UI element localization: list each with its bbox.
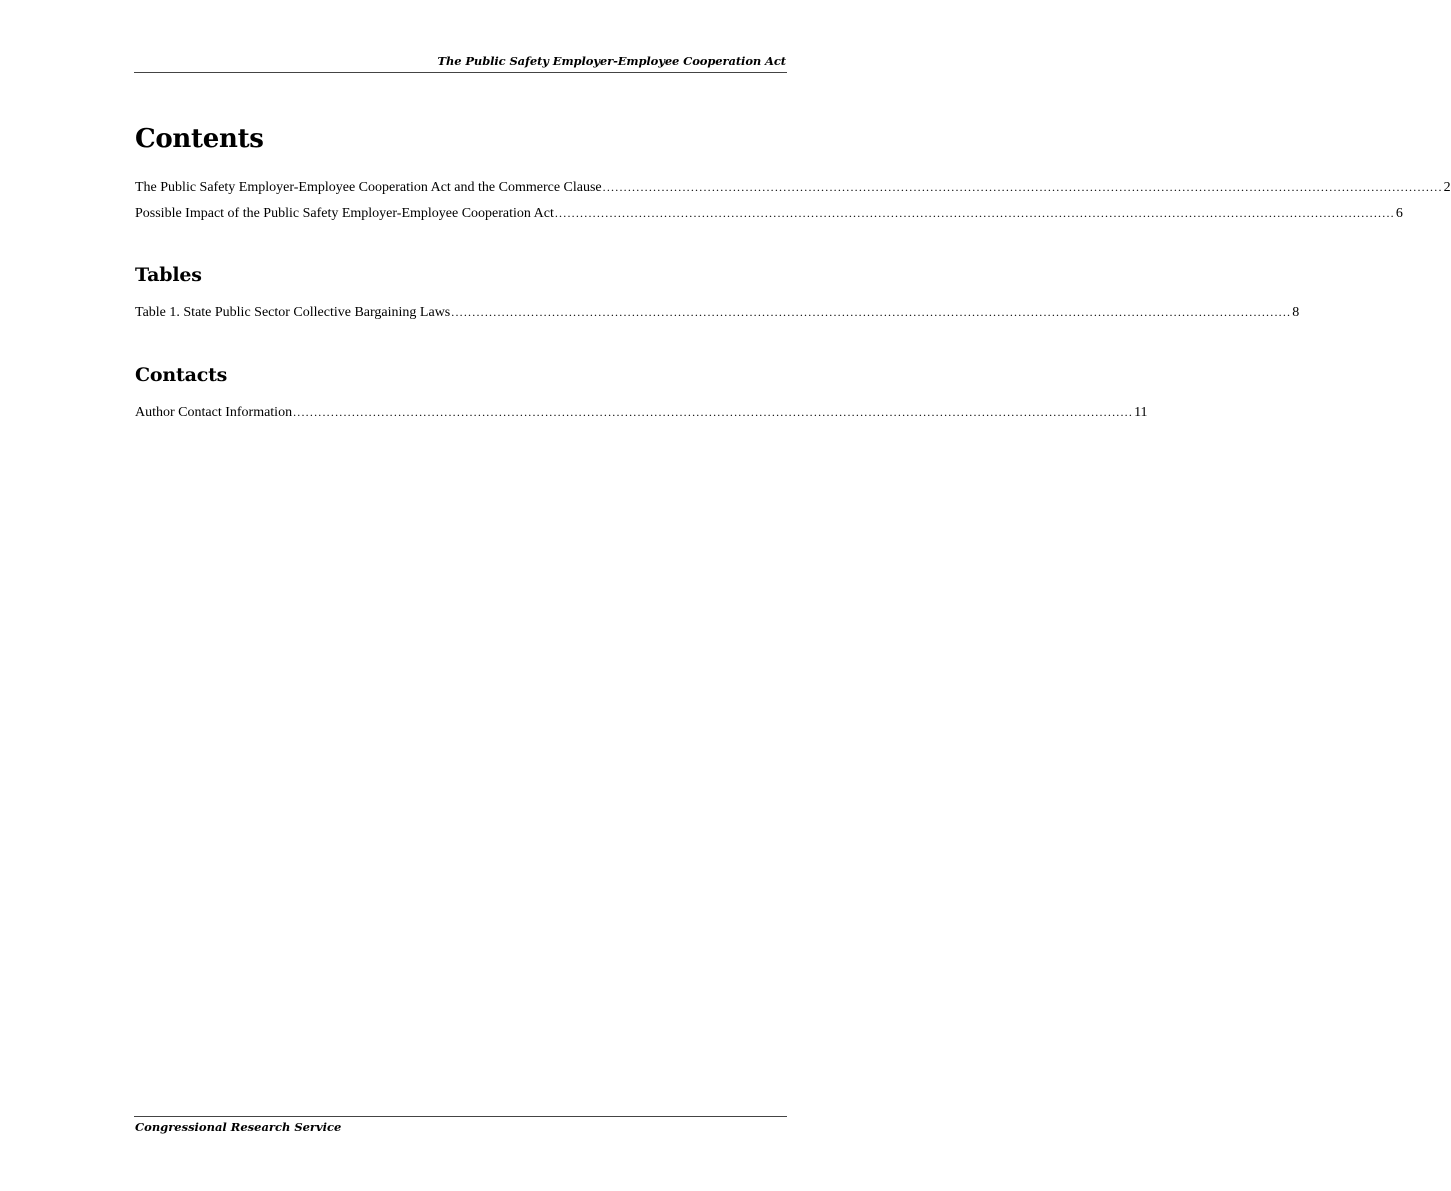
header-rule bbox=[134, 72, 787, 73]
toc-entry-page: 6 bbox=[1395, 206, 1403, 221]
running-header: The Public Safety Employer-Employee Cooperation Act bbox=[437, 54, 786, 68]
toc-entry-page: 2 bbox=[1443, 180, 1451, 195]
toc-leader-dots: ........................................................................................................................................................................................................ bbox=[602, 180, 1443, 194]
contents-list bbox=[135, 174, 1451, 226]
toc-entry-author-contact[interactable] bbox=[135, 399, 1148, 425]
toc-entry-commerce-clause[interactable] bbox=[135, 174, 1451, 200]
toc-entry-title: Table 1. State Public Sector Collective Bargaining Laws bbox=[135, 305, 451, 320]
contacts-list bbox=[135, 399, 1148, 425]
tables-list bbox=[135, 299, 1300, 325]
contacts-heading: Contacts bbox=[135, 364, 228, 386]
footer-rule bbox=[134, 1116, 787, 1117]
toc-entry-table-1[interactable] bbox=[135, 299, 1300, 325]
toc-entry-title: Author Contact Information bbox=[135, 405, 293, 420]
toc-entry-title: Possible Impact of the Public Safety Employer-Employee Cooperation Act bbox=[135, 206, 554, 221]
toc-leader-dots: ........................................................................................................................................................................................................ bbox=[554, 206, 1395, 220]
tables-heading: Tables bbox=[135, 264, 202, 286]
footer-organization: Congressional Research Service bbox=[135, 1120, 342, 1134]
toc-leader-dots: ........................................................................................................................................................................................................ bbox=[293, 405, 1134, 419]
toc-entry-page: 11 bbox=[1134, 405, 1148, 420]
toc-entry-possible-impact[interactable] bbox=[135, 200, 1403, 226]
toc-leader-dots: ........................................................................................................................................................................................................ bbox=[451, 305, 1292, 319]
toc-entry-title: The Public Safety Employer-Employee Cooperation Act and the Commerce Clause bbox=[135, 180, 602, 195]
toc-entry-page: 8 bbox=[1292, 305, 1300, 320]
contents-heading: Contents bbox=[135, 124, 264, 154]
